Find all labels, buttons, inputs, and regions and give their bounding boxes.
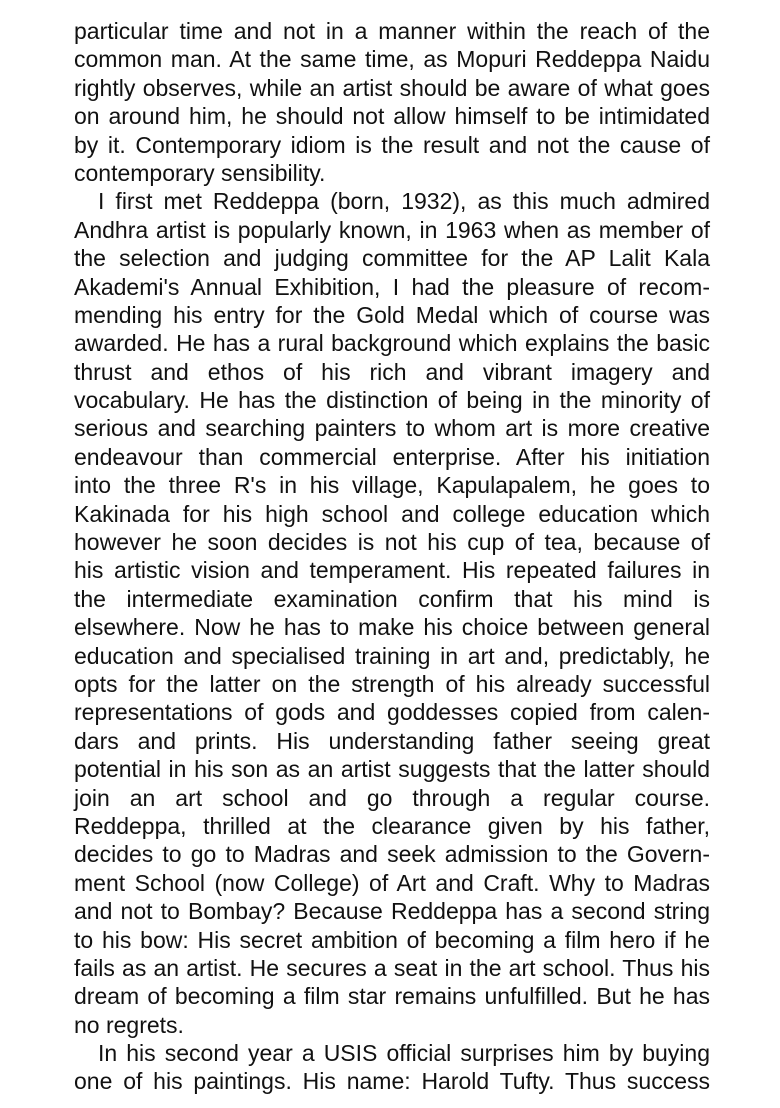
text-line: thrust and ethos of his rich and vibrant imagery and <box>74 358 710 385</box>
text-line: potential in his son as an artist suggests that the latter should <box>74 756 710 783</box>
text-line: Andhra artist is popularly known, in 1963 when as member of <box>74 216 710 243</box>
text-line: awarded. He has a rural background which explains the basic <box>74 330 710 357</box>
text-line: to his bow: His secret ambition of becoming a film hero if he <box>74 926 710 953</box>
text-line: into the three R's in his village, Kapulapalem, he goes to <box>74 472 710 499</box>
text-line: elsewhere. Now he has to make his choice between general <box>74 614 710 641</box>
text-line: serious and searching painters to whom art is more creative <box>74 415 710 442</box>
text-line: the intermediate examination confirm that his mind is <box>74 585 710 612</box>
text-line: one of his paintings. His name: Harold Tufty. Thus success <box>74 1068 710 1095</box>
body-text <box>74 17 710 1096</box>
text-line: however he soon decides is not his cup of tea, because of <box>74 529 710 556</box>
text-line: join an art school and go through a regular course. <box>74 784 710 811</box>
text-line: dream of becoming a film star remains unfulfilled. But he has <box>74 983 710 1010</box>
text-line: particular time and not in a manner within the reach of the <box>74 18 710 44</box>
text-line: no regrets. <box>74 1011 184 1038</box>
text-line: and not to Bombay? Because Reddeppa has a second string <box>74 898 710 925</box>
text-line: common man. At the same time, as Mopuri Reddeppa Naidu <box>74 46 710 73</box>
text-line: the selection and judging committee for the AP Lalit Kala <box>74 245 710 272</box>
text-line: Kakinada for his high school and college education which <box>74 500 710 527</box>
text-line: opts for the latter on the strength of his already successful <box>74 670 710 697</box>
text-line: Reddeppa, thrilled at the clearance given by his father, <box>74 812 710 839</box>
text-line: mending his entry for the Gold Medal which of course was <box>74 301 710 328</box>
text-line: fails as an artist. He secures a seat in the art school. Thus his <box>74 954 710 981</box>
text-line: I first met Reddeppa (born, 1932), as this much admired <box>98 188 710 215</box>
text-line: Akademi's Annual Exhibition, I had the pleasure of recom- <box>74 273 710 300</box>
text-line: his artistic vision and temperament. His repeated failures in <box>74 557 710 584</box>
text-line: decides to go to Madras and seek admission to the Govern- <box>74 841 710 868</box>
text-line: on around him, he should not allow himself to be intimidated <box>74 103 710 130</box>
text-line: ment School (now College) of Art and Craft. Why to Madras <box>74 869 710 896</box>
text-line: representations of gods and goddesses copied from calen- <box>74 699 710 726</box>
text-line: contemporary sensibility. <box>74 159 326 186</box>
text-line: rightly observes, while an artist should be aware of what goes <box>74 74 710 101</box>
text-line: In his second year a USIS official surprises him by buying <box>98 1040 710 1067</box>
text-line: dars and prints. His understanding father seeing great <box>74 727 710 754</box>
text-line: education and specialised training in art and, predictably, he <box>74 642 710 669</box>
text-line: vocabulary. He has the distinction of being in the minority of <box>74 387 710 414</box>
text-line: endeavour than commercial enterprise. After his initiation <box>74 443 710 470</box>
text-line: by it. Contemporary idiom is the result and not the cause of <box>74 131 710 158</box>
